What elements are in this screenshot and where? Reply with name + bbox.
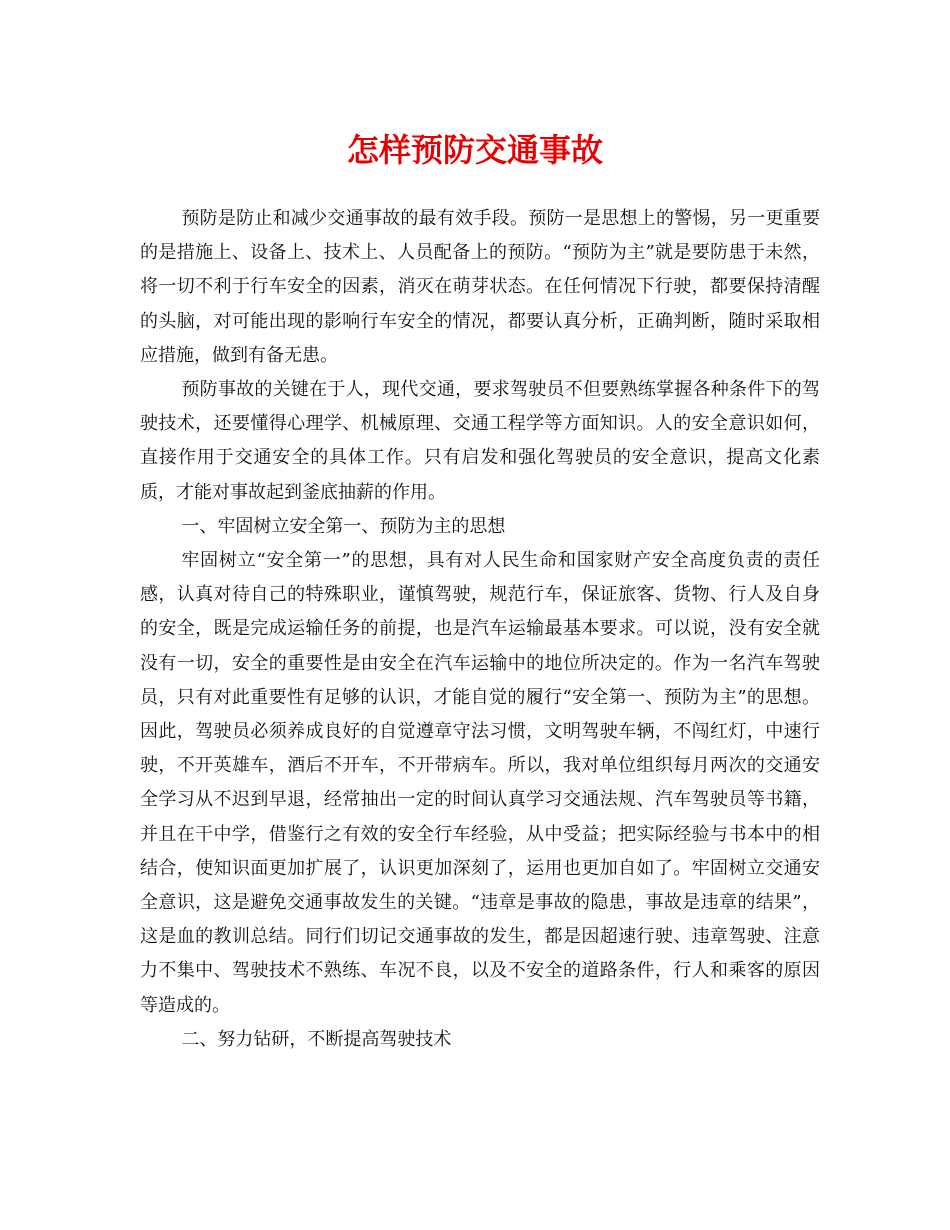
section-heading-1: 一、牢固树立安全第一、预防为主的思想 — [181, 515, 506, 537]
paragraph-1: 预防是防止和减少交通事故的最有效手段。预防一是思想上的警惕，另一更重要的是措施上、设备上、技术上、人员配备上的预防。“预防为主”就是要防患于未然，将一切不利于行车安全的因素，消灭在萌芽状态。在任何情况下行驶，都要保持清醒的头脑，对可能出现的影响行车安全的情况，都要认真分析，正确判断，随时采取相应措施，做到有备无患。 — [140, 208, 820, 366]
paragraph-2: 预防事故的关键在于人，现代交通，要求驾驶员不但要熟练掌握各种条件下的驾驶技术，还要懂得心理学、机械原理、交通工程学等方面知识。人的安全意识如何，直接作用于交通安全的具体工作。只有启发和强化驾驶员的安全意识，提高文化素质，才能对事故起到釜底抽薪的作用。 — [140, 379, 820, 503]
section-heading-2: 二、努力钻研，不断提高驾驶技术 — [181, 1028, 452, 1050]
document-body — [140, 202, 820, 1057]
page-title: 怎样预防交通事故 — [346, 131, 603, 169]
paragraph-3: 牢固树立“安全第一”的思想，具有对人民生命和国家财产安全高度负责的责任感，认真对待自己的特殊职业，谨慎驾驶，规范行车，保证旅客、货物、行人及自身的安全，既是完成运输任务的前提，也是汽车运输最基本要求。可以说，没有安全就没有一切，安全的重要性是由安全在汽车运输中的地位所决定的。作为一名汽车驾驶员，只有对此重要性有足够的认识，才能自觉的履行“安全第一、预防为主”的思想。因此，驾驶员必须养成良好的自觉遵章守法习惯，文明驾驶车辆，不闯红灯，中速行驶，不开英雄车，酒后不开车，不开带病车。所以，我对单位组织每月两次的交通安全学习从不迟到早退，经常抽出一定的时间认真学习交通法规、汽车驾驶员等书籍，并且在干中学，借鉴行之有效的安全行车经验，从中受益；把实际经验与书本中的相结合，使知识面更加扩展了，认识更加深刻了，运用也更加自如了。牢固树立交通安全意识，这是避免交通事故发生的关键。“违章是事故的隐患，事故是违章的结果”，这是血的教训总结。同行们切记交通事故的发生，都是因超速行驶、违章驾驶、注意力不集中、驾驶技术不熟练、车况不良，以及不安全的道路条件，行人和乘客的原因等造成的。 — [140, 550, 820, 1016]
